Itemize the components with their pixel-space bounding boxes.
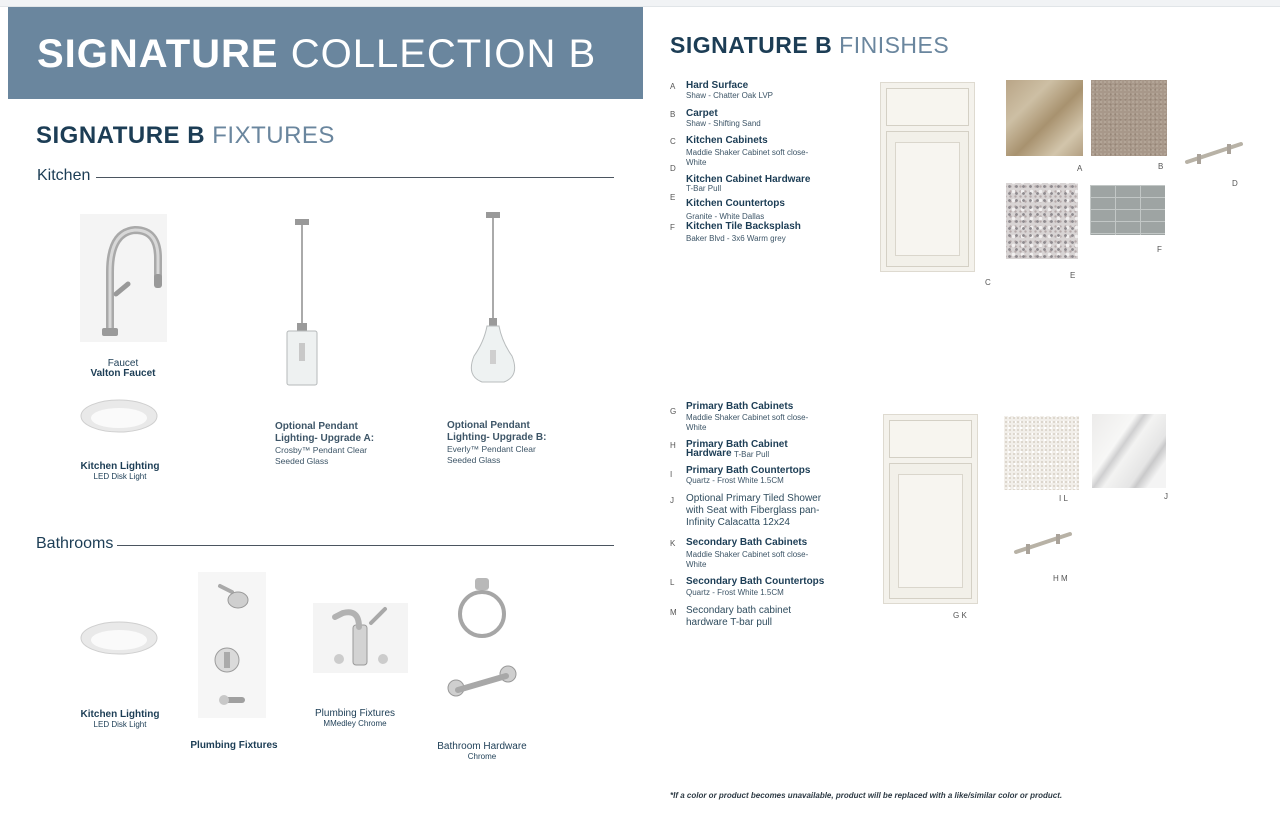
- pendant-b-line3: Everly™ Pendant Clear: [447, 444, 536, 454]
- finish-item-b: [670, 109, 840, 129]
- bath-faucet-image: [313, 603, 408, 673]
- bath-lighting-sub: LED Disk Light: [93, 720, 147, 729]
- bath-hardware-sub: Chrome: [467, 752, 497, 761]
- finish-item-k: [670, 538, 840, 568]
- finish-text: Secondary bath cabinet hardware T-bar pull: [686, 605, 792, 628]
- bathrooms-heading: Bathrooms: [36, 535, 114, 552]
- pendant-a-line2: Lighting- Upgrade A:: [275, 433, 375, 444]
- cabinet-drawer: [886, 88, 969, 126]
- swatch-cabinet-pull-kitchen: [1183, 138, 1245, 168]
- finish-item-c: [670, 136, 840, 166]
- finish-letter: F: [670, 223, 675, 232]
- finish-item-h: [670, 440, 840, 460]
- cabinet-door-panel: [895, 142, 960, 256]
- finish-sub: Quartz - Frost White 1.5CM: [686, 476, 784, 485]
- finish-sub-inline: T-Bar Pull: [734, 450, 770, 459]
- finish-item-l: [670, 577, 840, 597]
- pendant-a-caption: [275, 421, 385, 467]
- cabinet-door: [886, 131, 969, 267]
- finish-sub: Maddie Shaker Cabinet soft close-White: [686, 413, 809, 432]
- finish-name: Primary Bath Cabinets: [686, 401, 794, 412]
- finish-name: Secondary Bath Cabinets: [686, 537, 808, 548]
- swatch-quartz-frost-white: [1004, 416, 1079, 490]
- swatch-label-hm: H M: [1053, 574, 1068, 583]
- pendant-b-line2: Lighting- Upgrade B:: [447, 432, 547, 443]
- banner-title-rest: COLLECTION B: [290, 32, 597, 76]
- finish-sub: Maddie Shaker Cabinet soft close-White: [686, 550, 809, 569]
- finish-name: Primary Bath Cabinet: [686, 439, 788, 450]
- plumbing-faucet-sub: MMedley Chrome: [323, 719, 387, 728]
- bath-cabinet-door: [889, 463, 972, 599]
- banner-title: [37, 32, 596, 77]
- plumbing-faucet-title: Plumbing Fixtures: [314, 708, 396, 719]
- swatch-carpet: [1091, 80, 1167, 156]
- bath-cabinet-door-panel: [898, 474, 963, 588]
- finish-name: Hard Surface: [686, 80, 749, 91]
- finish-sub: Baker Blvd - 3x6 Warm grey: [686, 234, 786, 243]
- finish-letter: D: [670, 164, 676, 173]
- finish-letter: L: [670, 578, 675, 587]
- swatch-calacatta-tile: [1092, 414, 1166, 488]
- swatch-label-b: B: [1158, 162, 1164, 171]
- finishes-title: [670, 32, 949, 59]
- pendant-a-line4: Seeded Glass: [275, 456, 329, 466]
- finish-sub: Shaw - Shifting Sand: [686, 119, 761, 128]
- kitchen-disk-light-image: [80, 398, 158, 438]
- bathrooms-rule: [117, 545, 614, 546]
- pendant-a-image: [282, 219, 322, 387]
- finish-item-g: [670, 402, 840, 432]
- finish-sub: Granite - White Dallas: [686, 212, 765, 221]
- bath-disk-light-image: [80, 620, 158, 660]
- finish-sub: Quartz - Frost White 1.5CM: [686, 588, 784, 597]
- swatch-hard-surface: [1006, 80, 1083, 156]
- kitchen-heading: Kitchen: [37, 167, 91, 184]
- bath-hardware-title: Bathroom Hardware: [437, 741, 527, 752]
- finish-name: Secondary Bath Countertops: [686, 576, 825, 587]
- finish-name: Kitchen Tile Backsplash: [686, 221, 801, 232]
- finish-item-e: [670, 193, 840, 221]
- finish-sub: Maddie Shaker Cabinet soft close-White: [686, 148, 809, 167]
- plumbing-shower-title: Plumbing Fixtures: [190, 740, 278, 751]
- fixtures-title-light: FIXTURES: [212, 122, 335, 149]
- faucet-caption: [70, 359, 176, 379]
- finish-item-j: [670, 493, 840, 529]
- finish-item-i: [670, 466, 840, 486]
- finish-letter: H: [670, 441, 676, 450]
- finish-sub: T-Bar Pull: [686, 184, 722, 193]
- collection-banner: [8, 7, 643, 99]
- pendant-b-image: [468, 212, 518, 386]
- finish-item-d: [670, 164, 840, 195]
- finish-name-line2: Hardware: [686, 448, 732, 459]
- finish-name: Kitchen Cabinet Hardware: [686, 174, 811, 185]
- fixtures-title-strong: SIGNATURE B: [36, 122, 206, 149]
- pendant-b-caption: [447, 420, 557, 466]
- finish-item-f: [670, 222, 840, 242]
- kitchen-cabinet-swatch: [880, 82, 975, 272]
- pendant-a-line1: Optional Pendant: [275, 421, 358, 432]
- kitchen-rule: [96, 177, 614, 178]
- faucet-sub: Valton Faucet: [90, 368, 156, 379]
- finish-letter: E: [670, 193, 676, 202]
- swatch-label-gk: G K: [953, 611, 967, 620]
- kitchen-lighting-sub: LED Disk Light: [93, 472, 147, 481]
- pendant-a-line3: Crosby™ Pendant Clear: [275, 445, 368, 455]
- finish-letter: J: [670, 496, 674, 505]
- faucet-image: [80, 214, 167, 342]
- plumbing-shower-caption: [180, 741, 288, 751]
- finish-letter: A: [670, 82, 676, 91]
- finish-name: Kitchen Cabinets: [686, 135, 768, 146]
- finish-letter: G: [670, 407, 677, 416]
- faucet-title: Faucet: [107, 358, 139, 369]
- towel-ring-image: [455, 576, 511, 642]
- bath-hardware-caption: [426, 742, 538, 762]
- banner-title-strong: SIGNATURE: [37, 32, 279, 76]
- finishes-title-light: FINISHES: [839, 32, 950, 58]
- fixtures-title: [36, 122, 335, 150]
- pendant-b-line1: Optional Pendant: [447, 420, 530, 431]
- kitchen-lighting-caption: [70, 462, 170, 482]
- finish-item-m: [670, 605, 840, 631]
- swatch-label-e: E: [1070, 271, 1076, 280]
- bath-cabinet-swatch: [883, 414, 978, 604]
- toilet-paper-holder-image: [446, 658, 518, 708]
- swatch-label-j: J: [1164, 492, 1168, 501]
- finish-letter: C: [670, 137, 676, 146]
- bath-lighting-title: Kitchen Lighting: [80, 709, 160, 720]
- swatch-cabinet-pull-bath: [1012, 528, 1074, 558]
- shower-set-image: [198, 572, 266, 718]
- finish-letter: I: [670, 470, 673, 479]
- finish-sub: Shaw - Chatter Oak LVP: [686, 91, 773, 100]
- swatch-label-c: C: [985, 278, 991, 287]
- finish-letter: B: [670, 110, 676, 119]
- availability-footnote: *If a color or product becomes unavailable, product will be replaced with a like/similar color or product.: [670, 791, 1063, 800]
- finish-name: Primary Bath Countertops: [686, 465, 811, 476]
- finish-item-a: [670, 81, 840, 101]
- finish-letter: M: [670, 608, 677, 617]
- finish-text: Optional Primary Tiled Shower with Seat with Fiberglass pan- Infinity Calacatta 12x24: [686, 493, 822, 528]
- swatch-tile-backsplash: [1090, 185, 1165, 235]
- swatch-label-d: D: [1232, 179, 1238, 188]
- finish-letter: K: [670, 539, 676, 548]
- bath-cabinet-drawer: [889, 420, 972, 458]
- swatch-label-f: F: [1157, 245, 1162, 254]
- pendant-b-line4: Seeded Glass: [447, 455, 501, 465]
- swatch-countertop-granite: [1006, 183, 1078, 259]
- swatch-label-il: I L: [1059, 494, 1068, 503]
- plumbing-faucet-caption: [300, 709, 410, 729]
- finishes-title-strong: SIGNATURE B: [670, 32, 833, 58]
- bath-lighting-caption: [70, 710, 170, 730]
- finish-name: Kitchen Countertops: [686, 198, 785, 209]
- kitchen-lighting-title: Kitchen Lighting: [80, 461, 160, 472]
- finish-name: Carpet: [686, 108, 718, 119]
- swatch-label-a: A: [1077, 164, 1083, 173]
